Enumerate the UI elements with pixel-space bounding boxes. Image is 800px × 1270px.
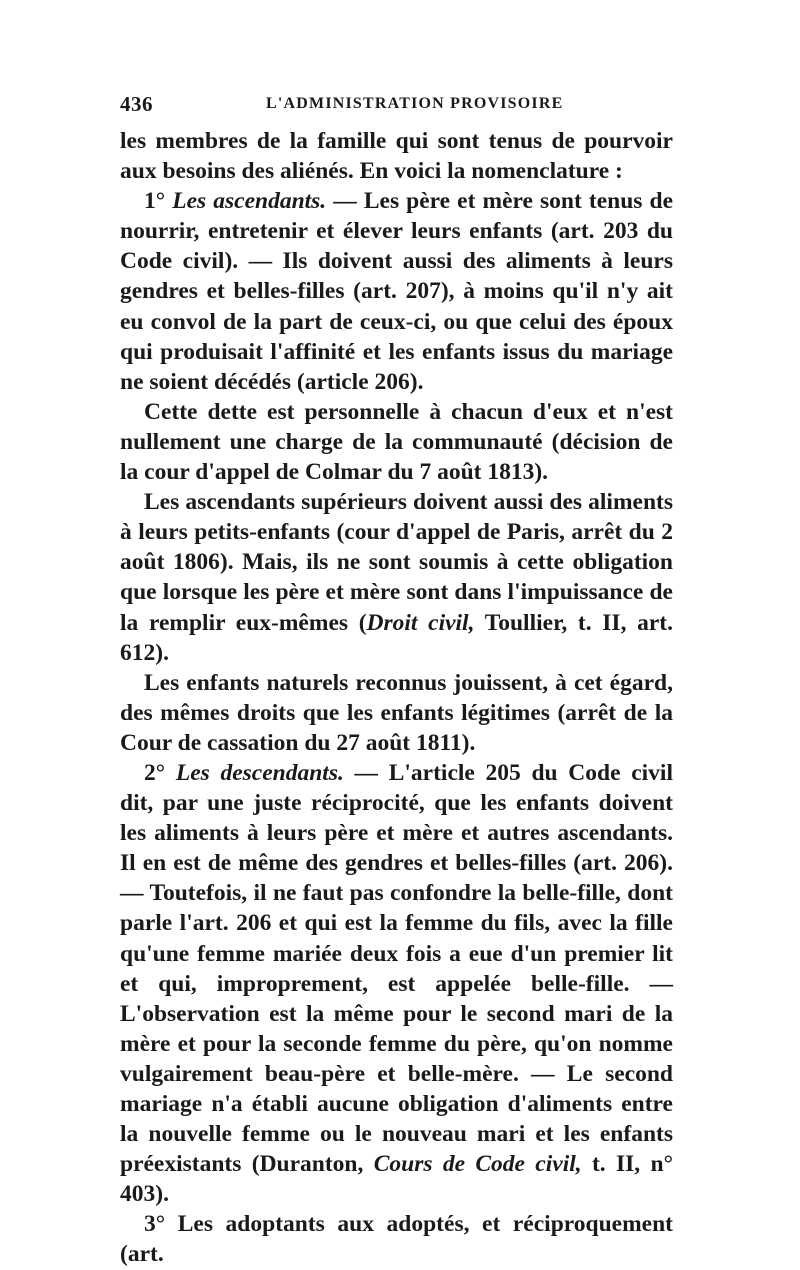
citation-tail: t. II, n° 403). <box>120 1151 673 1208</box>
section-number-2: 2° <box>144 759 176 786</box>
paragraph-personal-debt-text: Cette dette est personnelle à chacun d'eux et n'est nullement une charge de la communauté (décision de la cour d'appel de Colmar du 7 août 1813). <box>120 398 673 486</box>
paragraph-superior-ascendants <box>120 487 673 668</box>
paragraph-personal-debt <box>120 397 673 487</box>
paragraph-adoptants-text: 3° Les adoptants aux adoptés, et réciproquement (art. <box>120 1211 673 1268</box>
paragraph-ascendants <box>120 186 673 397</box>
running-head <box>118 92 674 122</box>
paragraph-natural-children <box>120 668 673 758</box>
paragraph-superior-ascendants-text: Les ascendants supérieurs doivent aussi des aliments à leurs petits-enfants (cour d'appel de Paris, arrêt du 2 août 1806). Mais, ils ne sont soumis à cette obligation que lorsque les père et mère sont dans l'impuissance de la remplir eux-mêmes ( <box>120 489 673 636</box>
paragraph-natural-children-text: Les enfants naturels reconnus jouissent, à cet égard, des mêmes droits que les enfants légitimes (arrêt de la Cour de cassation du 27 août 1811). <box>120 669 673 756</box>
paragraph-intro <box>120 126 673 186</box>
paragraph-descendants <box>120 758 673 1209</box>
section-title-descendants: Les descendants. <box>175 759 344 786</box>
paragraph-descendants-text: — L'article 205 du Code civil dit, par une juste réciprocité, que les enfants doivent les aliments à leurs père et mère et autres ascendants. Il en est de même des gendres et belles-filles (art. 206). — Toutefois, il ne faut pas confondre la belle-fille, dont parle l'art. 206 et qui est la femme du fils, avec la fille qu'une femme mariée deux fois a eue d'un premier lit et qui, improprement, est appelée belle-fille. — L'observation est la même pour le second mari de la mère et pour la seconde femme du père, qu'on nomme vulgairement beau-père et belle-mère. — Le second mariage n'a établi aucune obligation d'aliments entre la nouvelle femme ou le nouveau mari et les enfants préexistants (Duranton, <box>120 759 673 1178</box>
citation-droit-civil: Droit civil, <box>366 609 475 636</box>
section-number-1: 1° <box>144 188 173 215</box>
paragraph-intro-text: les membres de la famille qui sont tenus de pourvoir aux besoins des aliénés. En voici la nomenclature : <box>120 128 673 185</box>
page-number: 436 <box>120 92 153 116</box>
paragraph-ascendants-text: — Les père et mère sont tenus de nourrir, entretenir et élever leurs enfants (art. 203 du Code civil). — Ils doivent aussi des aliments à leurs gendres et belles-filles (art. 207), à moins qu'il n'y ait eu convol de la part de ceux-ci, ou que celui des époux qui produisait l'affinité et les enfants issus du mariage ne soient décédés (article 206). <box>120 188 674 395</box>
running-title: L'ADMINISTRATION PROVISOIRE <box>266 95 564 112</box>
body-text <box>120 126 673 1270</box>
citation-cours-code-civil: Cours de Code civil, <box>373 1151 582 1178</box>
paragraph-adoptants <box>120 1209 673 1269</box>
section-title-ascendants: Les ascendants. <box>172 188 327 215</box>
paragraph-superior-ascendants-tail: Toullier, t. II, art. 612). <box>120 609 674 666</box>
